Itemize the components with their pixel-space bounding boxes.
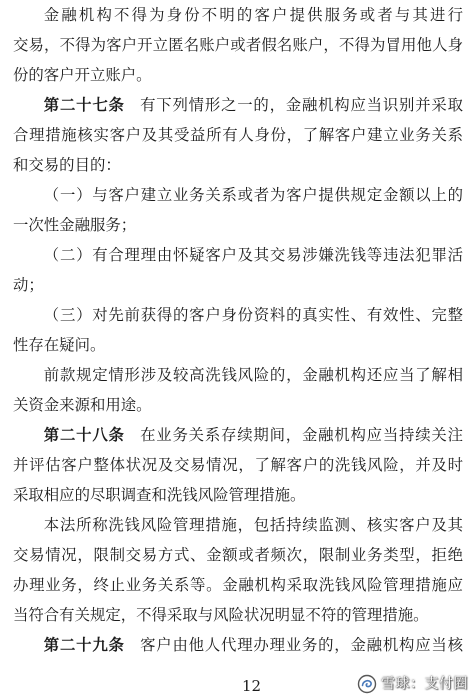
paragraph-line: （三）对先前获得的客户身份资料的真实性、有效性、完整 — [43, 306, 463, 324]
watermark — [357, 673, 468, 695]
document-page — [13, 0, 463, 660]
paragraph-line: 金融机构不得为身份不明的客户提供服务或者与其进行 — [43, 6, 463, 24]
paragraph-line: （一）与客户建立业务关系或者为客户提供规定金额以上的 — [43, 186, 463, 204]
paragraph-line: 合理措施核实客户及其受益所有人身份，了解客户建立业务关系 — [13, 126, 463, 144]
paragraph-line: 采取相应的尽职调查和洗钱风险管理措施。 — [13, 486, 306, 504]
paragraph-line: 交易，不得为客户开立匿名账户或者假名账户，不得为冒用他人身 — [13, 36, 463, 54]
paragraph-line: 和交易的目的： — [13, 156, 121, 174]
snowball-logo-icon — [357, 674, 377, 694]
article-heading-line — [13, 90, 463, 120]
paragraph-line-text: 有下列情形之一的，金融机构应当识别并采取 — [140, 96, 463, 114]
paragraph-line: 一次性金融服务； — [13, 216, 137, 234]
article-number: 第二十七条 — [43, 96, 125, 114]
paragraph-line: （二）有合理理由怀疑客户及其交易涉嫌洗钱等违法犯罪活 — [43, 246, 463, 264]
article-27 — [13, 90, 463, 180]
article-heading-line — [13, 420, 463, 450]
paragraph-line: 份的客户开立账户。 — [13, 66, 152, 84]
paragraph-line: 前款规定情形涉及较高洗钱风险的，金融机构还应当了解相 — [43, 366, 463, 384]
article-number: 第二十八条 — [43, 426, 125, 444]
article-number: 第二十九条 — [43, 636, 125, 654]
paragraph-line: 并评估客户整体状况及交易情况，了解客户的洗钱风险，并及时 — [13, 456, 463, 474]
list-item-1 — [13, 180, 463, 240]
paragraph-line: 办理业务，终止业务关系等。金融机构采取洗钱风险管理措施应 — [13, 576, 463, 594]
article-29 — [13, 630, 463, 660]
paragraph-high-risk — [13, 360, 463, 420]
paragraph-line: 动； — [13, 276, 44, 294]
paragraph-identity-restriction — [13, 0, 463, 90]
paragraph-line: 当符合有关规定，不得采取与风险状况明显不符的管理措施。 — [13, 606, 429, 624]
paragraph-risk-measures — [13, 510, 463, 630]
paragraph-line: 关资金来源和用途。 — [13, 396, 152, 414]
paragraph-line-text: 客户由他人代理办理业务的，金融机构应当核 — [140, 636, 463, 654]
page-number: 12 — [242, 677, 262, 695]
list-item-3 — [13, 300, 463, 360]
paragraph-line: 交易情况，限制交易方式、金额或者频次，限制业务类型，拒绝 — [13, 546, 463, 564]
list-item-2 — [13, 240, 463, 300]
watermark-text: 雪球：支付圈 — [381, 676, 468, 692]
article-28 — [13, 420, 463, 510]
paragraph-line-text: 在业务关系存续期间，金融机构应当持续关注 — [140, 426, 463, 444]
paragraph-line: 性存在疑问。 — [13, 336, 106, 354]
paragraph-line: 本法所称洗钱风险管理措施，包括持续监测、核实客户及其 — [43, 516, 463, 534]
article-heading-line — [13, 630, 463, 660]
